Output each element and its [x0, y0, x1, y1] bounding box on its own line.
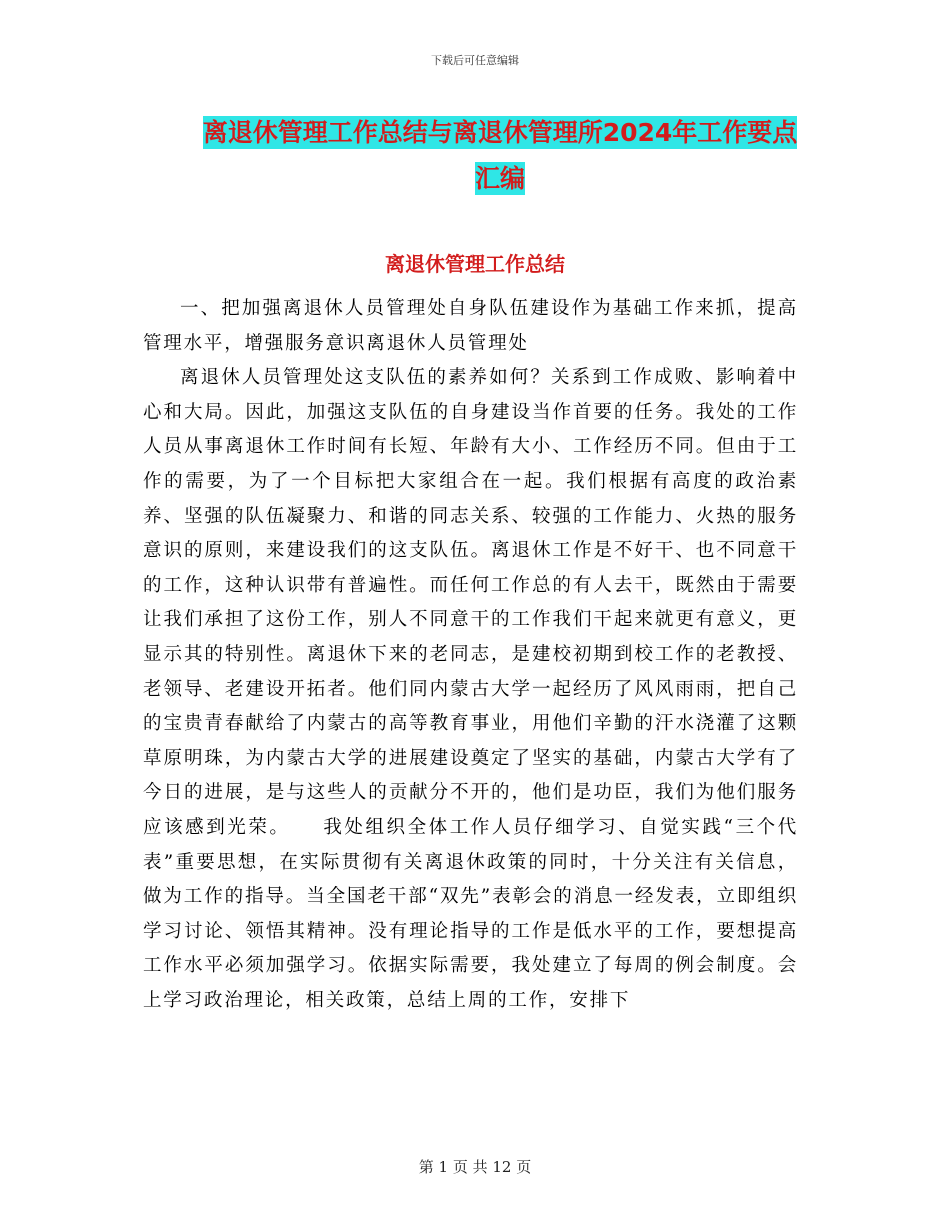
paragraph-heading: 一、把加强离退休人员管理处自身队伍建设作为基础工作来抓，提高管理水平，增强服务意识离退休人员管理处	[143, 298, 798, 354]
page-header-note: 下载后可任意编辑	[431, 54, 519, 67]
paragraph-body: 离退休人员管理处这支队伍的素养如何？关系到工作成败、影响着中心和大局。因此，加强这支队伍的自身建设当作首要的任务。我处的工作人员从事离退休工作时间有长短、年龄有大小、工作经历不同。但由于工作的需要，为了一个目标把大家组合在一起。我们根据有高度的政治素养、坚强的队伍凝聚力、和谐的同志关系、较强的工作能力、火热的服务意识的原则，来建设我们的这支队伍。离退休工作是不好干、也不同意干的工作，这种认识带有普遍性。而任何工作总的有人去干，既然由于需要让我们承担了这份工作，别人不同意干的工作我们干起来就更有意义，更显示其的特别性。离退休下来的老同志，是建校初期到校工作的老教授、老领导、老建设开拓者。他们同内蒙古大学一起经历了风风雨雨，把自己的宝贵青春献给了内蒙古的高等教育事业，用他们辛勤的汗水浇灌了这颗草原明珠，为内蒙古大学的进展建设奠定了坚实的基础，内蒙古大学有了今日的进展，是与这些人的贡献分不开的，他们是功臣，我们为他们服务应该感到光荣。 我处组织全体工作人员仔细学习、自觉实践“三个代表”重要思想，在实际贯彻有关离退休政策的同时，十分关注有关信息，做为工作的指导。当全国老干部“双先”表彰会的消息一经发表，立即组织学习讨论、领悟其精神。没有理论指导的工作是低水平的工作，要想提高工作水平必须加强学习。依据实际需要，我处建立了每周的例会制度。会上学习政治理论，相关政策，总结上周的工作，安排下	[143, 367, 798, 1011]
document-body	[143, 292, 798, 1018]
page-number: 第 1 页 共 12 页	[418, 1158, 532, 1176]
document-title-line-2: 汇编	[474, 164, 525, 193]
section-title: 离退休管理工作总结	[385, 252, 565, 276]
document-title-line-1: 离退休管理工作总结与离退休管理所2024年工作要点	[202, 118, 798, 147]
document-title	[170, 110, 830, 202]
